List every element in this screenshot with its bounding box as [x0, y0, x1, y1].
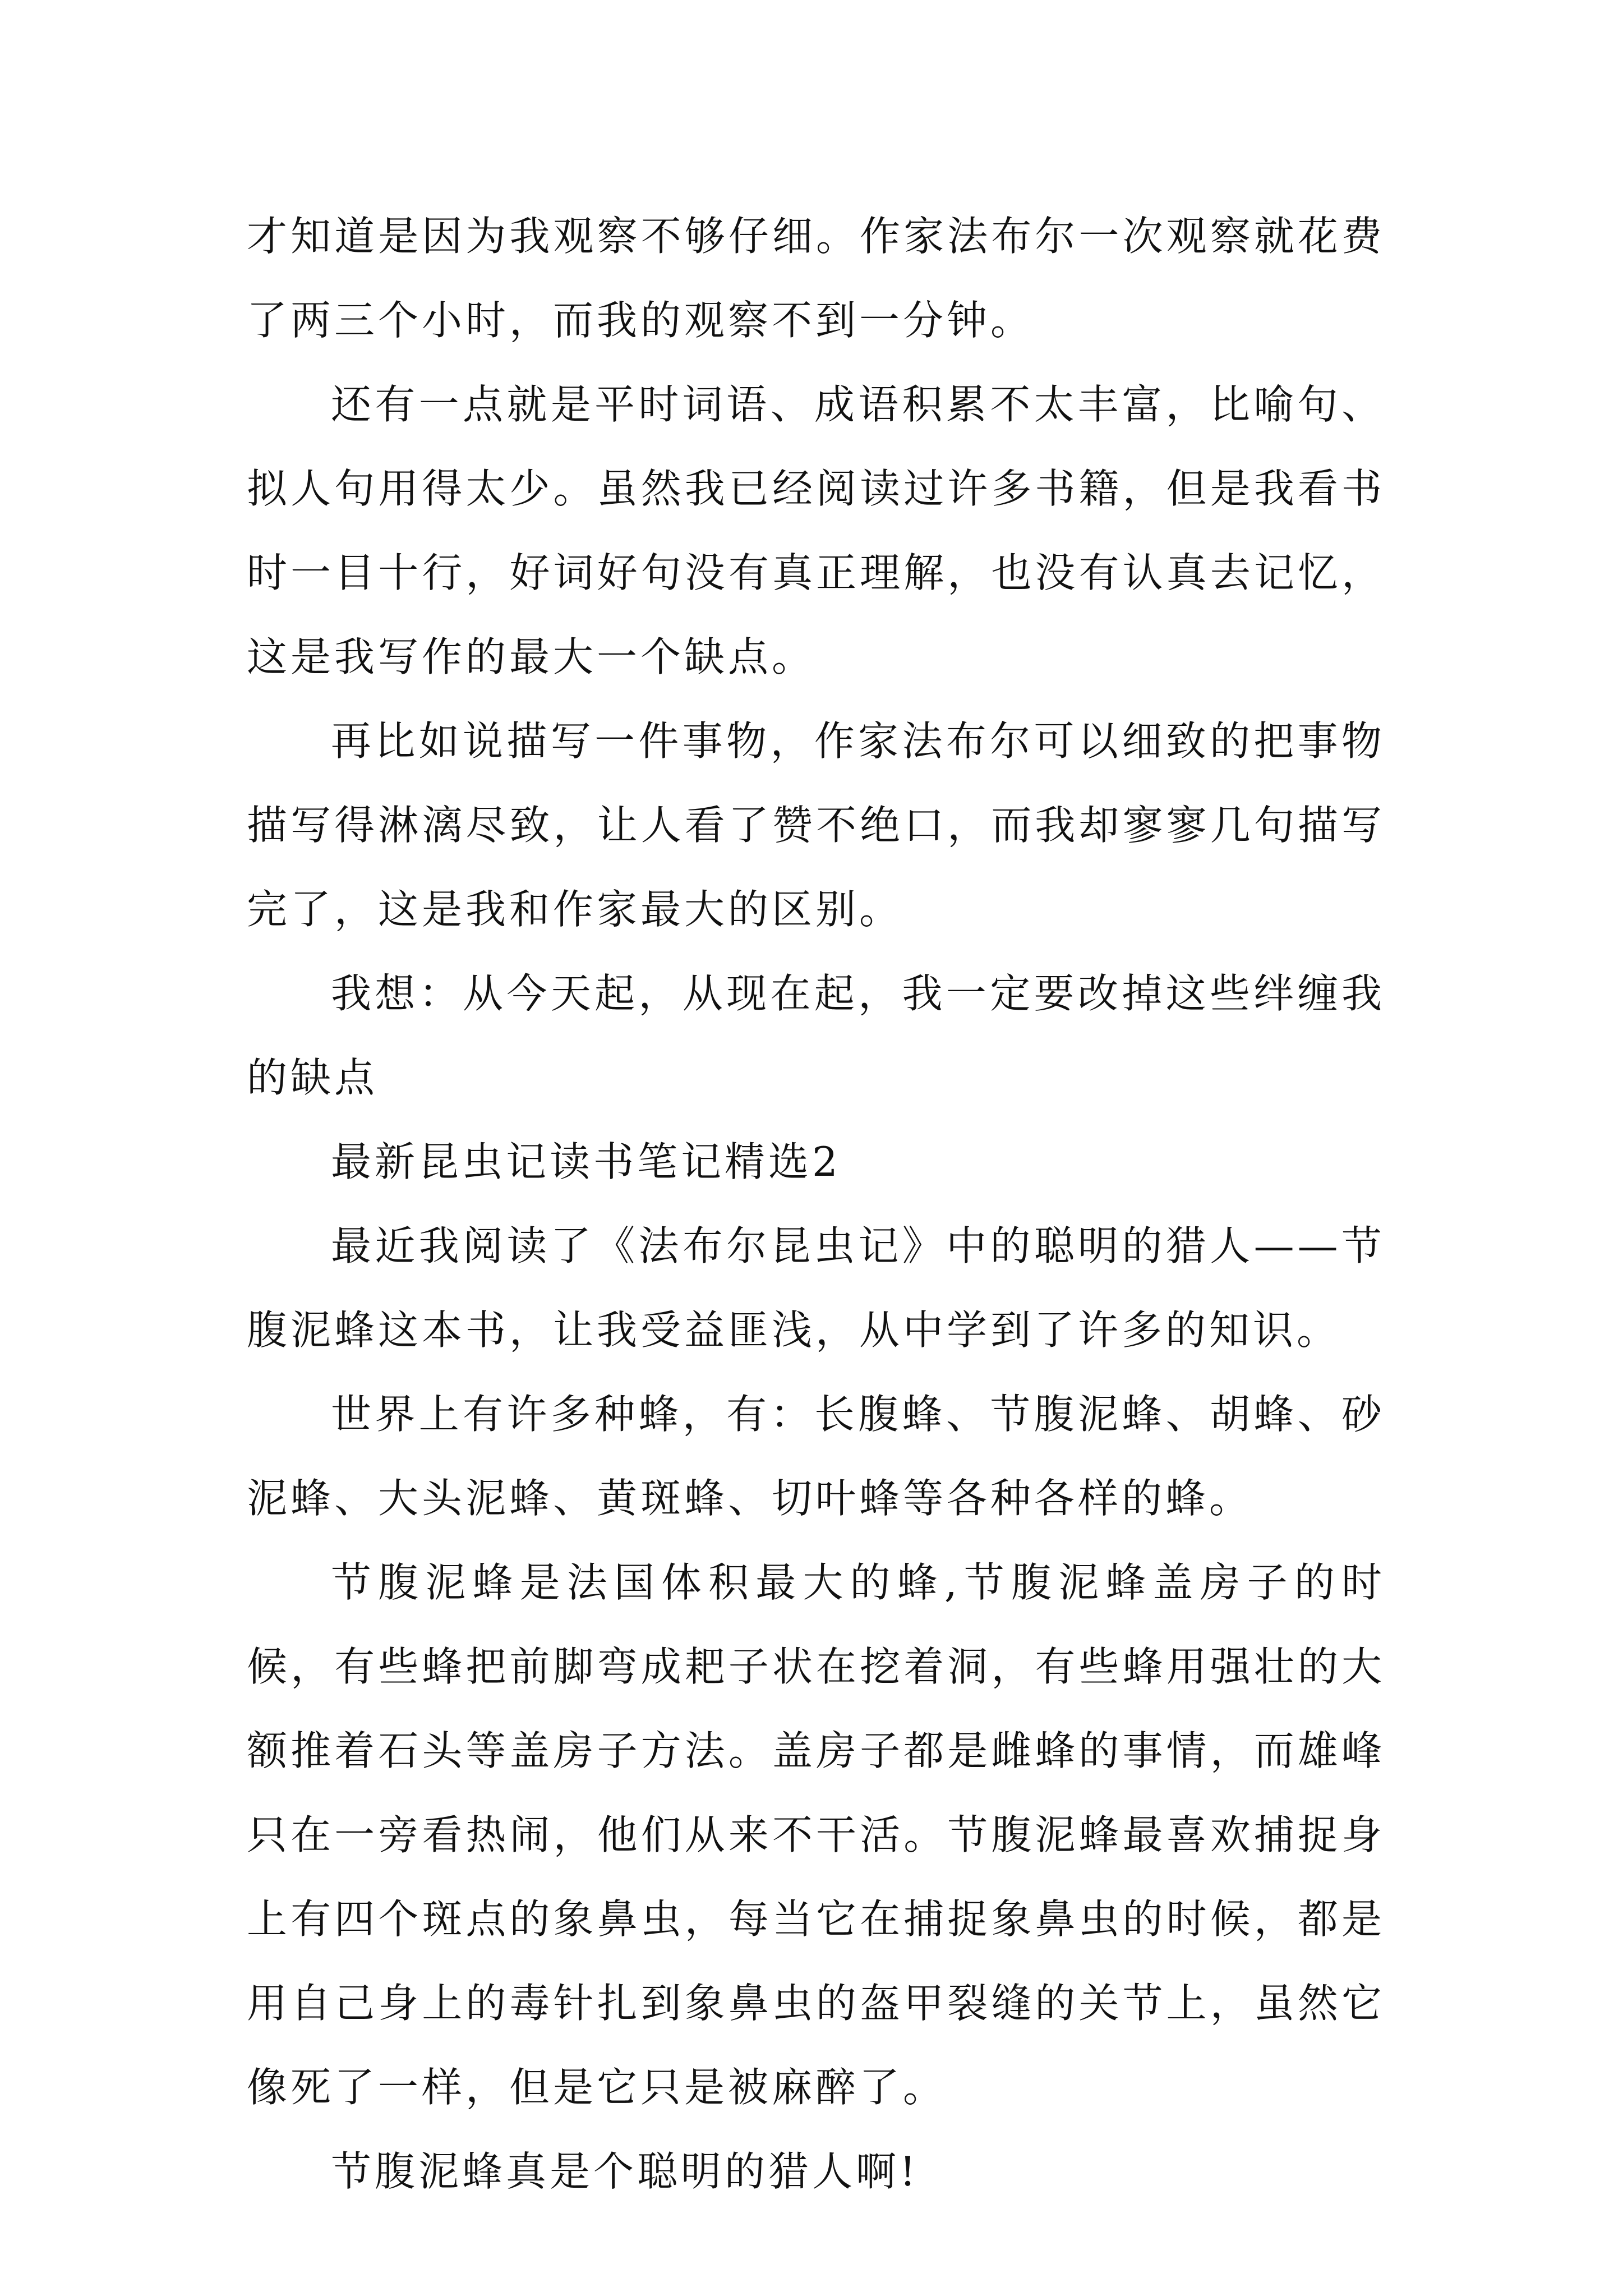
paragraph-vocabulary: 还有一点就是平时词语、成语积累不太丰富，比喻句、拟人句用得太少。虽然我已经阅读过许多书籍，但是我看书时一目十行，好词好句没有真正理解，也没有认真去记忆，这是我写作的最大一个缺点。 [247, 381, 1385, 680]
paragraph-resolution: 我想：从今天起，从现在起，我一定要改掉这些绊缠我的缺点 [247, 970, 1385, 1101]
paragraph-wasp-behavior: 节腹泥蜂是法国体积最大的蜂,节腹泥蜂盖房子的时候，有些蜂把前脚弯成耙子状在挖着洞，有些蜂用强壮的大额推着石头等盖房子方法。盖房子都是雌蜂的事情，而雄峰只在一旁看热闹，他们从来不干活。节腹泥蜂最喜欢捕捉身上有四个斑点的象鼻虫，每当它在捕捉象鼻虫的时候，都是用自己身上的毒针扎到象鼻虫的盔甲裂缝的关节上，虽然它像死了一样，但是它只是被麻醉了。 [247, 1559, 1385, 2111]
section-title: 最新昆虫记读书笔记精选2 [331, 1138, 841, 1185]
paragraph-wasp-types: 世界上有许多种蜂，有：长腹蜂、节腹泥蜂、胡蜂、砂泥蜂、大头泥蜂、黄斑蜂、切叶蜂等各种各样的蜂。 [247, 1391, 1385, 1522]
paragraph-intro: 最近我阅读了《法布尔昆虫记》中的聪明的猎人——节腹泥蜂这本书，让我受益匪浅，从中学到了许多的知识。 [247, 1222, 1385, 1354]
paragraph-description: 再比如说描写一件事物，作家法布尔可以细致的把事物描写得淋漓尽致，让人看了赞不绝口，而我却寥寥几句描写完了，这是我和作家最大的区别。 [247, 717, 1385, 933]
paragraph-conclusion: 节腹泥蜂真是个聪明的猎人啊! [331, 2148, 919, 2195]
paragraph-continuation: 才知道是因为我观察不够仔细。作家法布尔一次观察就花费了两三个小时，而我的观察不到一分钟。 [247, 213, 1385, 344]
document-body [247, 194, 1385, 2214]
